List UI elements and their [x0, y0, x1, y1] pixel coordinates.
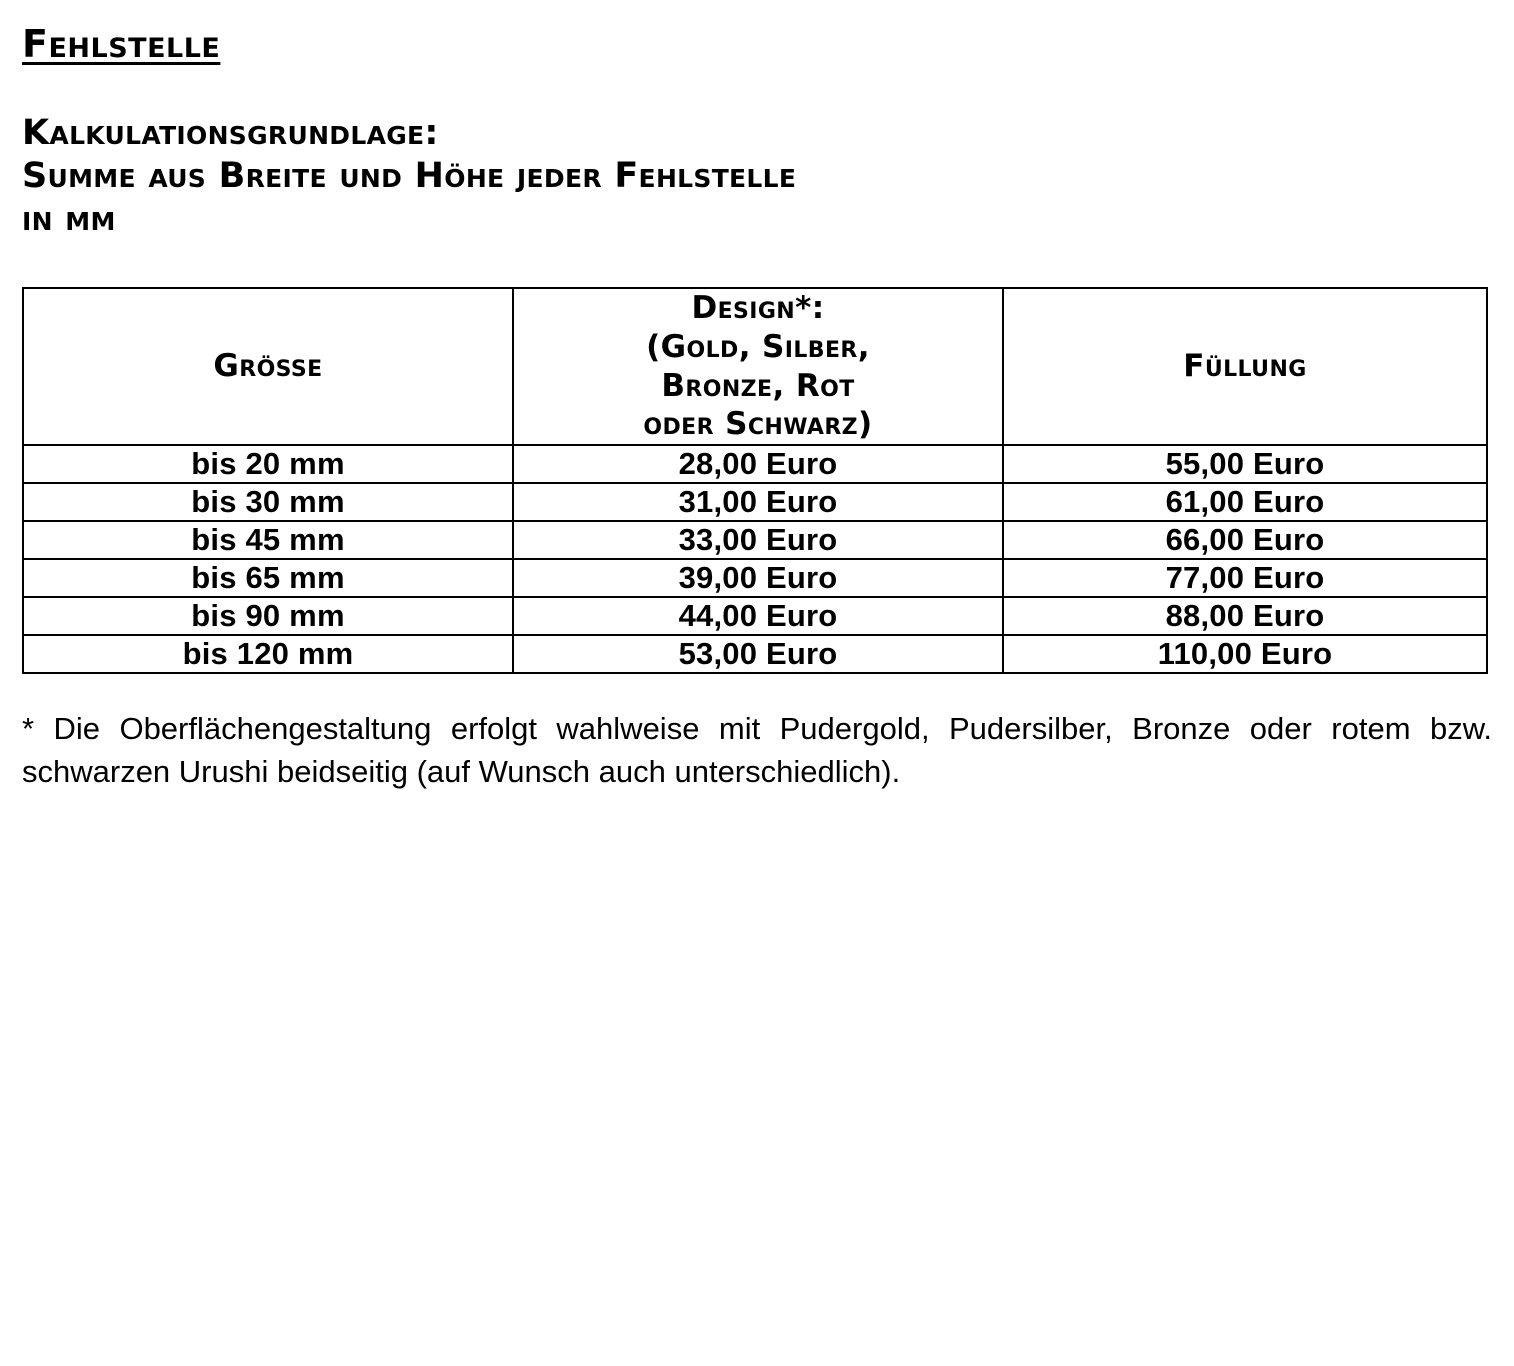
footnote-text: * Die Oberflächengestaltung erfolgt wahlweise mit Pudergold, Pudersilber, Bronze oder rotem bzw. schwarzen Urushi beidseitig (auf Wunsch auch unterschiedlich). [22, 711, 1492, 789]
calculation-basis-line-2: Summe aus Breite und Höhe jeder Fehlstelle [22, 156, 797, 197]
table-row [23, 635, 1487, 673]
calculation-basis-line-3: in mm [22, 199, 116, 240]
cell-filling-price: 55,00 Euro [1003, 445, 1487, 483]
column-header-design [513, 288, 1003, 445]
cell-size: bis 45 mm [23, 521, 513, 559]
cell-design-price: 33,00 Euro [513, 521, 1003, 559]
cell-design-price: 31,00 Euro [513, 483, 1003, 521]
cell-design-price: 28,00 Euro [513, 445, 1003, 483]
cell-design-price: 44,00 Euro [513, 597, 1003, 635]
cell-size: bis 90 mm [23, 597, 513, 635]
column-header-design-line-2: (Gold, Silber, [646, 328, 870, 365]
column-header-filling: Füllung [1003, 288, 1487, 445]
price-table [22, 287, 1488, 674]
cell-size: bis 65 mm [23, 559, 513, 597]
cell-size: bis 120 mm [23, 635, 513, 673]
table-row [23, 559, 1487, 597]
column-header-size: Grösse [23, 288, 513, 445]
column-header-design-line-1: Design*: [691, 290, 825, 327]
cell-filling-price: 66,00 Euro [1003, 521, 1487, 559]
calculation-basis-line-1: Kalkulationsgrundlage: [22, 113, 439, 153]
cell-filling-price: 61,00 Euro [1003, 483, 1487, 521]
table-row [23, 597, 1487, 635]
table-row [23, 521, 1487, 559]
cell-size: bis 30 mm [23, 483, 513, 521]
cell-filling-price: 77,00 Euro [1003, 559, 1487, 597]
cell-filling-price: 88,00 Euro [1003, 597, 1487, 635]
calculation-basis-text [22, 112, 1492, 241]
cell-size: bis 20 mm [23, 445, 513, 483]
column-header-design-line-3: Bronze, Rot [661, 367, 855, 404]
page-title: Fehlstelle [22, 22, 221, 66]
table-header-row [23, 288, 1487, 445]
cell-design-price: 53,00 Euro [513, 635, 1003, 673]
table-row [23, 445, 1487, 483]
table-row [23, 483, 1487, 521]
cell-filling-price: 110,00 Euro [1003, 635, 1487, 673]
column-header-design-line-4: oder Schwarz) [643, 406, 873, 443]
cell-design-price: 39,00 Euro [513, 559, 1003, 597]
